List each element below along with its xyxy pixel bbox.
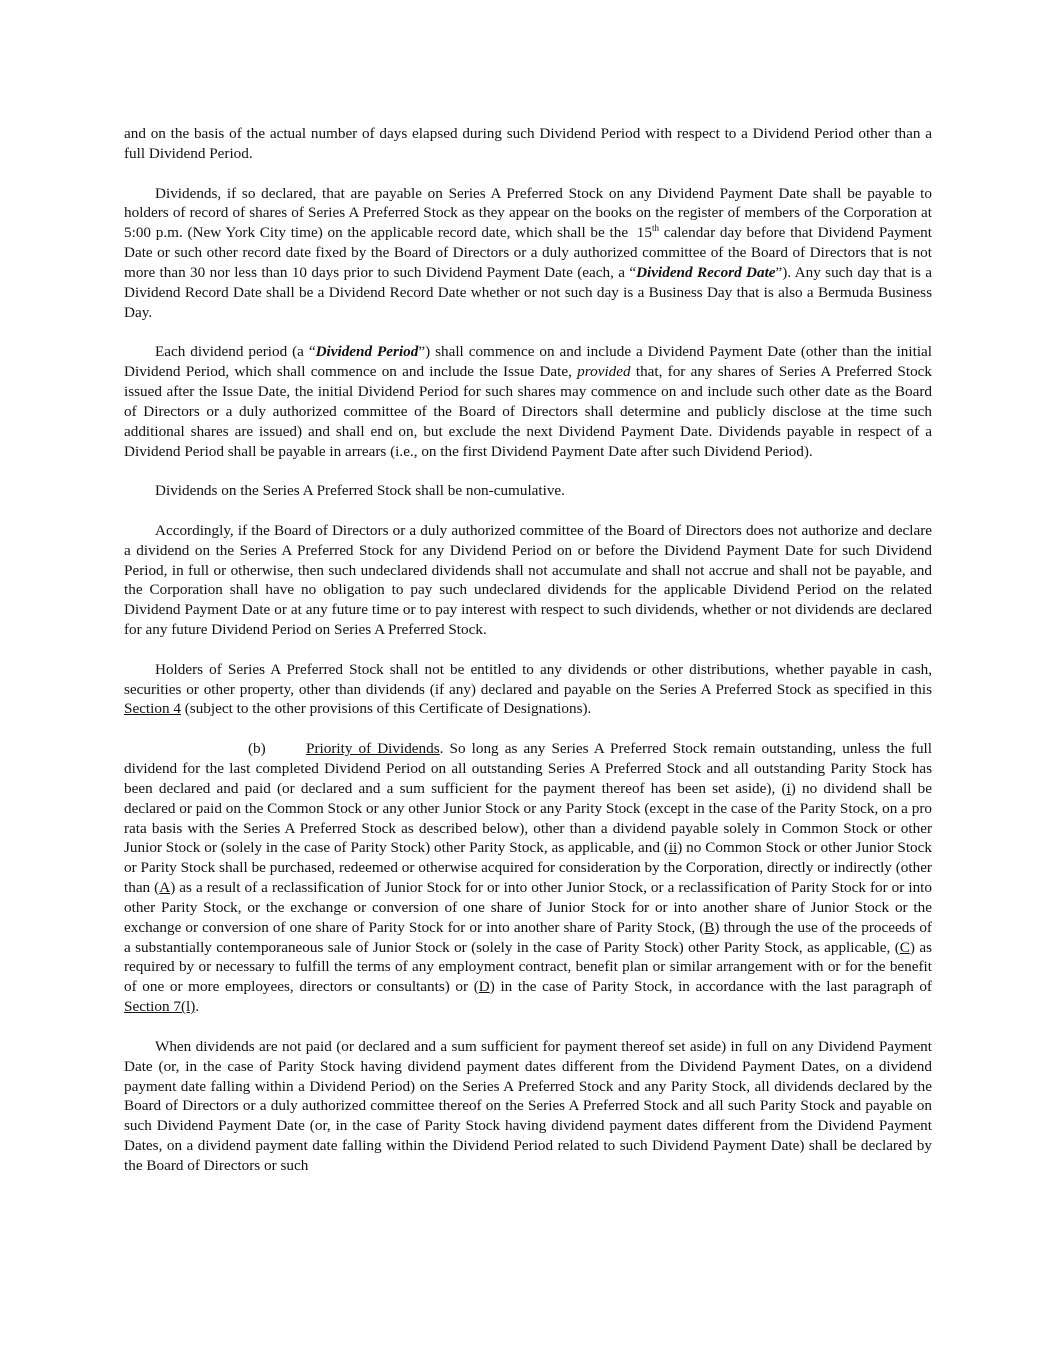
paragraph-dividend-record-date: Dividends, if so declared, that are payable on Series A Preferred Stock on any Dividend Payment Date shall be payable to holders of record of shares of Series A Preferred Stock as they appear on the books on the register of members of the Corporation at 5:00 p.m. (New York City time) on the applicable record date, which shall be the 15th calendar day before that Dividend Payment Date or such other record date fixed by the Board of Directors or a duly authorized committee of the Board of Directors that is not more than 30 nor less than 10 days prior to such Dividend Payment Date (each, a “Dividend Record Date”). Any such day that is a Dividend Record Date shall be a Dividend Record Date whether or not such day is a Business Day that is also a Bermuda Business Day.: [124, 184, 932, 321]
document-page: [124, 124, 932, 1196]
paragraph-holders-entitlement: Holders of Series A Preferred Stock shall not be entitled to any dividends or other distributions, whether payable in cash, securities or other property, other than dividends (if any) declared and payable on the Series A Preferred Stock as specified in this Section 4 (subject to the other provisions of this Certificate of Designations).: [124, 660, 932, 718]
paragraph-continuation: and on the basis of the actual number of days elapsed during such Dividend Period with respect to a Dividend Period other than a full Dividend Period.: [124, 125, 932, 162]
subsection-label: (b): [248, 740, 266, 758]
section-reference: Section 7(l): [124, 998, 196, 1016]
paragraph-dividend-period: Each dividend period (a “Dividend Period”) shall commence on and include a Dividend Payment Date (other than the initial Dividend Period, which shall commence on and include the Issue Date, provided that, for any shares of Series A Preferred Stock issued after the Issue Date, the initial Dividend Period for such shares may commence on and include such other date as the Board of Directors or a duly authorized committee of the Board of Directors shall determine and publicly disclose at the time such additional shares are issued) and shall end on, but exclude the next Dividend Payment Date. Dividends payable in respect of a Dividend Period shall be payable in arrears (i.e., on the first Dividend Payment Date after such Dividend Period).: [124, 343, 933, 460]
paragraph-non-cumulative: Dividends on the Series A Preferred Stock shall be non-cumulative.: [155, 482, 565, 500]
paragraph-priority-of-dividends: (b) Priority of Dividends. So long as any Series A Preferred Stock remain outstanding, unless the full dividend for the last completed Dividend Period on all outstanding Series A Preferred Stock and all outstanding Parity Stock has been declared and paid (or declared and a sum sufficient for the payment thereof has been set aside), (i) no dividend shall be declared or paid on the Common Stock or any other Junior Stock or any Parity Stock (except in the case of the Parity Stock, on a pro rata basis with the Series A Preferred Stock as described below), other than a dividend payable solely in Common Stock or other Junior Stock or (solely in the case of Parity Stock) other Parity Stock, as applicable, and (ii) no Common Stock or other Junior Stock or Parity Stock shall be purchased, redeemed or otherwise acquired for consideration by the Corporation, directly or indirectly (other than (A) as a result of a reclassification of Junior Stock for or into other Junior Stock, or a reclassification of Parity Stock for or into other Parity Stock, or the exchange or conversion of one share of Junior Stock for or into another share of Junior Stock or the exchange or conversion of one share of Parity Stock for or into another share of Parity Stock, (B) through the use of the proceeds of a substantially contemporaneous sale of Junior Stock or (solely in the case of Parity Stock) other Parity Stock, as applicable, (C) as required by or necessary to fulfill the terms of any employment contract, benefit plan or similar arrangement with or for the benefit of one or more employees, directors or consultants) or (D) in the case of Parity Stock, in accordance with the last paragraph of Section 7(l).: [124, 740, 932, 1016]
paragraph-pro-rata-dividends: When dividends are not paid (or declared and a sum sufficient for payment thereof set aside) in full on any Dividend Payment Date (or, in the case of Parity Stock having dividend payment dates different from the Dividend Payment Dates, on a dividend payment date falling within a Dividend Period) on the Series A Preferred Stock and any Parity Stock, all dividends declared by the Board of Directors or a duly authorized committee thereof on the Series A Preferred Stock and all such Parity Stock and payable on such Dividend Payment Date (or, in the case of Parity Stock having dividend payment dates different from the Dividend Payment Dates, on a dividend payment date falling within the Dividend Period related to such Dividend Payment Date) shall be declared by the Board of Directors or such: [124, 1037, 932, 1174]
section-reference: Section 4: [124, 700, 181, 718]
defined-term-dividend-period: Dividend Period: [315, 343, 419, 361]
paragraph-undeclared-dividends: Accordingly, if the Board of Directors or a duly authorized committee of the Board of Directors does not authorize and declare a dividend on the Series A Preferred Stock for any Dividend Period on or before the Dividend Payment Date for such Dividend Period, in full or otherwise, then such undeclared dividends shall not accumulate and shall not accrue and shall not be payable, and the Corporation shall have no obligation to pay such undeclared dividends for the applicable Dividend Period on the related Dividend Payment Date or at any future time or to pay interest with respect to such dividends, whether or not dividends are declared for any future Dividend Period on Series A Preferred Stock.: [124, 521, 932, 639]
subsection-heading: Priority of Dividends: [306, 740, 440, 758]
defined-term-dividend-record-date: Dividend Record Date: [636, 263, 776, 281]
